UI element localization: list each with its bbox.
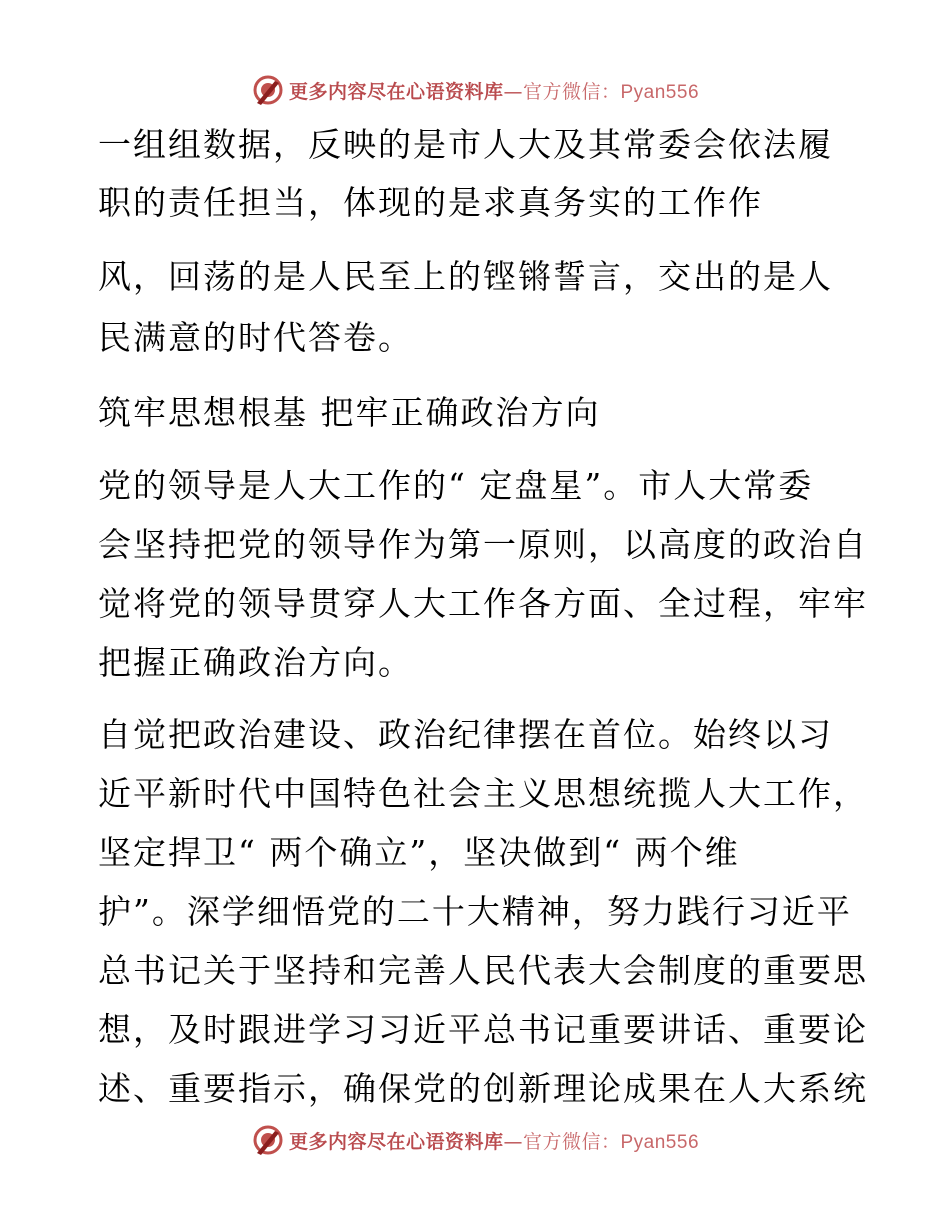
pen-logo-icon bbox=[251, 73, 285, 107]
section-heading: 筑牢思想根基 把牢正确政治方向 bbox=[98, 393, 601, 432]
banner-wechat-id: Pyan556 bbox=[620, 1131, 700, 1153]
header-watermark-banner bbox=[0, 70, 950, 110]
banner-dash: — bbox=[503, 80, 523, 103]
text-line: 总书记关于坚持和完善人民代表大会制度的重要思 bbox=[98, 951, 868, 990]
banner-dash: — bbox=[503, 1130, 523, 1153]
banner-text bbox=[289, 77, 699, 104]
text-line: 护”。深学细悟党的二十大精神，努力践行习近平 bbox=[98, 892, 852, 931]
text-line: 一组组数据，反映的是市人大及其常委会依法履 bbox=[98, 125, 833, 164]
text-line: 想，及时跟进学习习近平总书记重要讲话、重要论 bbox=[98, 1010, 868, 1049]
text-line: 风，回荡的是人民至上的铿锵誓言，交出的是人 bbox=[98, 257, 833, 296]
banner-wechat-id: Pyan556 bbox=[620, 81, 700, 103]
text-line: 职的责任担当，体现的是求真务实的工作作 bbox=[98, 183, 763, 222]
text-line: 近平新时代中国特色社会主义思想统揽人大工作， bbox=[98, 774, 868, 813]
text-line: 述、重要指示，确保党的创新理论成果在人大系统 bbox=[98, 1069, 868, 1108]
text-line: 坚定捍卫“ 两个确立”，坚决做到“ 两个维 bbox=[98, 833, 740, 872]
text-line: 会坚持把党的领导作为第一原则，以高度的政治自 bbox=[98, 525, 868, 564]
footer-watermark-banner bbox=[0, 1120, 950, 1160]
pen-logo-icon bbox=[251, 1123, 285, 1157]
banner-text bbox=[289, 1127, 699, 1154]
text-line: 民满意的时代答卷。 bbox=[98, 318, 413, 357]
banner-wechat-label: 官方微信： bbox=[522, 1130, 621, 1153]
text-line: 把握正确政治方向。 bbox=[98, 643, 413, 682]
banner-wechat-label: 官方微信： bbox=[522, 80, 621, 103]
banner-prefix: 更多内容尽在心语资料库 bbox=[288, 1130, 504, 1153]
text-line: 觉将党的领导贯穿人大工作各方面、全过程，牢牢 bbox=[98, 584, 868, 623]
text-line: 自觉把政治建设、政治纪律摆在首位。始终以习 bbox=[98, 715, 833, 754]
banner-prefix: 更多内容尽在心语资料库 bbox=[288, 80, 504, 103]
text-line: 党的领导是人大工作的“ 定盘星”。市人大常委 bbox=[98, 466, 814, 505]
